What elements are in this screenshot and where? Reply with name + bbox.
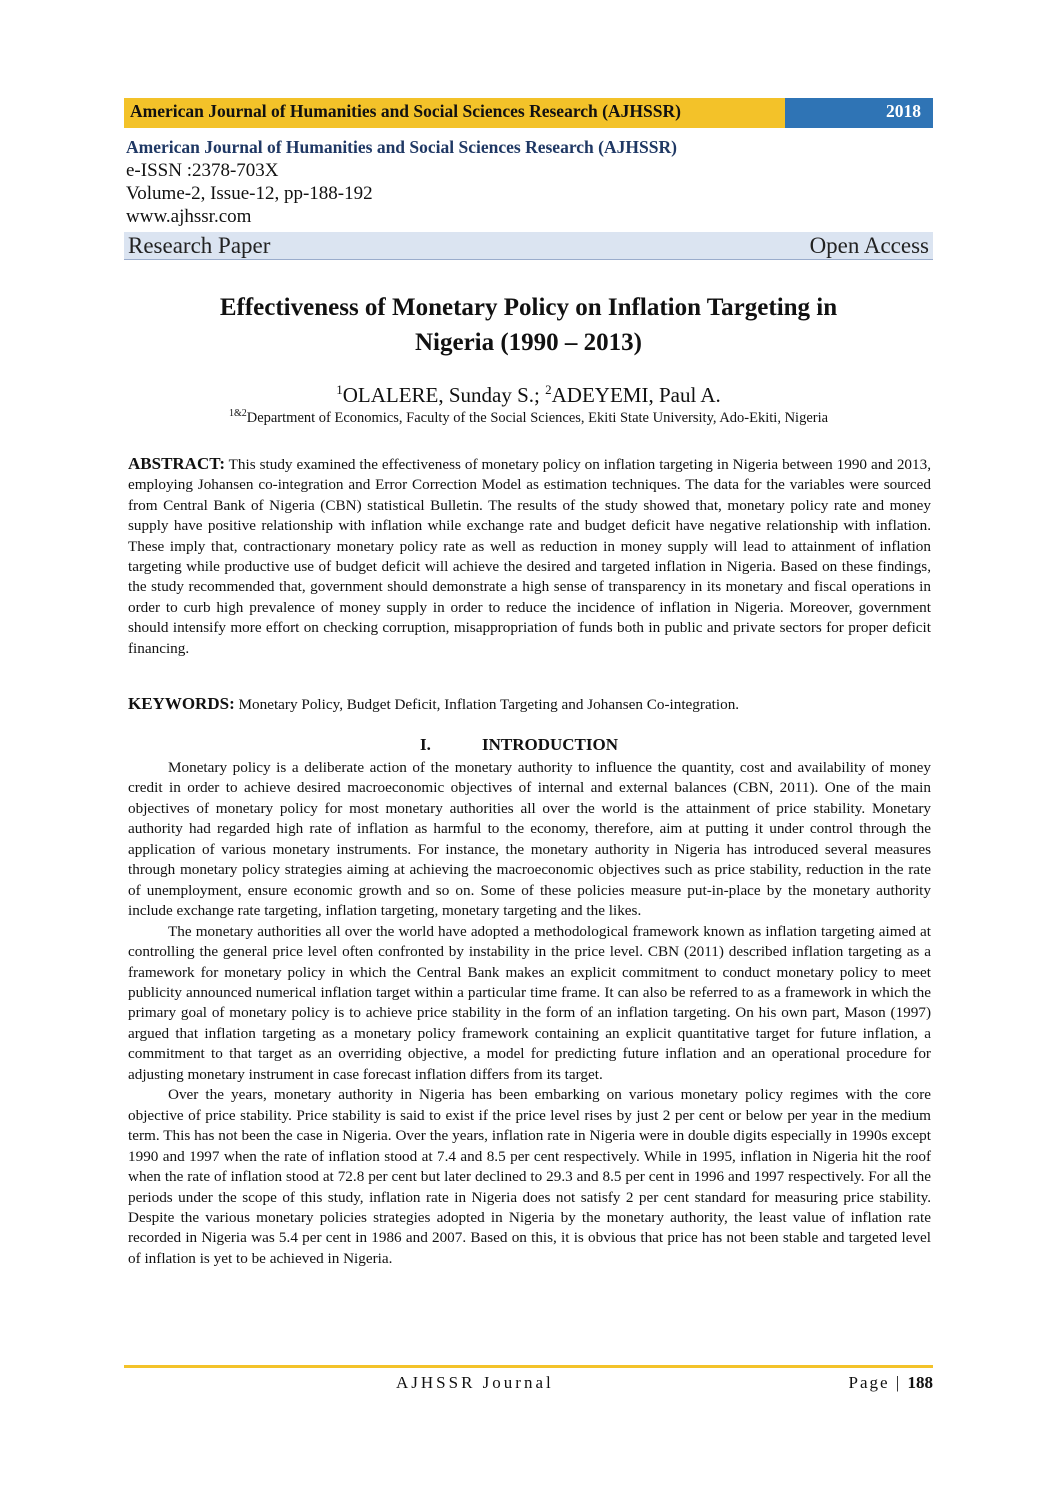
author-2: ADEYEMI, Paul A. xyxy=(551,383,721,407)
journal-band-name: American Journal of Humanities and Social Sciences Research (AJHSSR) xyxy=(124,98,785,128)
open-access-label: Open Access xyxy=(809,232,929,258)
affiliation xyxy=(124,404,933,428)
section-number: I. xyxy=(420,735,431,754)
section-title: INTRODUCTION xyxy=(482,735,619,754)
paper-type-bar xyxy=(124,232,933,260)
author1-marker: 1 xyxy=(336,382,343,397)
journal-meta xyxy=(126,136,933,228)
affiliation-marker: 1&2 xyxy=(228,408,247,419)
body-paragraph: Monetary policy is a deliberate action of the monetary authority to influence the quantity, cost and availability of money credit in order to achieve desired macroeconomic objectives of internal and external balances (CBN, 2011). One of the main objectives of monetary policy for most monetary authorities all over the world is the attainment of price stability. Monetary authority had regarded high rate of inflation as harmful to the economy, therefore, aim at putting it under control through the application of various monetary instruments. For instance, the monetary authority in Nigeria has introduced several measures through monetary policy strategies aiming at achieving the macroeconomic objectives such as price stability, reduction in the rate of unemployment, ensure economic growth and so on. Some of these policies measure put-in-place by the monetary authority include exchange rate targeting, inflation targeting, monetary targeting and the likes. xyxy=(128,759,931,920)
keywords-text: Monetary Policy, Budget Deficit, Inflation Targeting and Johansen Co-integration. xyxy=(234,696,740,713)
body-paragraph: Over the years, monetary authority in Nigeria has been embarking on various monetary policy regimes with the core objective of price stability. Price stability is said to exist if the price level rises by just 2 per cent or below per year in the medium term. This has not been the case in Nigeria. Over the years, inflation rate in Nigeria were in double digits especially in 1990s except 1990 and 1997 when the rate of inflation stood at 7.4 and 8.5 per cent respectively. While in 1995, inflation in Nigeria hit the roof when the rate of inflation stood at 72.8 per cent but later declined to 29.3 and 8.5 per cent in 1996 and 1997 respectively. For all the periods under the scope of this study, inflation rate in Nigeria does not satisfy 2 per cent standard for measuring price stability. Despite the various monetary policies strategies adopted in Nigeria by the monetary authority, the least value of inflation rate recorded in Nigeria was 5.4 per cent in 1986 and 2007. Based on this, it is obvious that price has not been stable and targeted level of inflation is yet to be achieved in Nigeria. xyxy=(128,1086,931,1267)
keywords-label: KEYWORDS: xyxy=(128,694,235,713)
introduction-body xyxy=(128,758,931,1269)
journal-title: American Journal of Humanities and Social Sciences Research (AJHSSR) xyxy=(126,137,677,157)
body-paragraph: The monetary authorities all over the world have adopted a methodological framework known as inflation targeting aimed at controlling the general price level often confronted by instability in the price level. CBN (2011) described inflation targeting as a framework for monetary policy in which the Central Bank makes an explicit commitment to conduct monetary policy to meet publicity announced numerical inflation target within a particular time frame. It can also be referred to as a framework in which the primary goal of monetary policy is to achieve price stability in the form of an inflation targeting. On his own part, Mason (1997) argued that inflation targeting as a monetary policy framework containing an explicit quantitative target for future inflation, a commitment to that target as an overriding objective, a model for predicting future inflation and an operational procedure for adjusting monetary instrument in case forecast inflation differs from its target. xyxy=(128,922,931,1083)
abstract xyxy=(128,454,931,659)
issn: e-ISSN :2378-703X xyxy=(126,160,279,181)
footer-journal: AJHSSR Journal xyxy=(396,1373,554,1392)
keywords xyxy=(128,694,931,715)
affiliation-text: Department of Economics, Faculty of the Social Sciences, Ekiti State University, Ado-Ekiti, Nigeria xyxy=(246,409,829,426)
footer-divider xyxy=(124,1365,933,1368)
page-number: 188 xyxy=(907,1373,933,1392)
journal-year: 2018 xyxy=(785,98,933,128)
footer-page xyxy=(849,1373,933,1393)
footer-page-label: Page | xyxy=(848,1373,908,1392)
paper-title-line-1: Effectiveness of Monetary Policy on Inflation Targeting in xyxy=(219,294,838,321)
volume-issue: Volume-2, Issue-12, pp-188-192 xyxy=(126,183,373,204)
paper-type-label: Research Paper xyxy=(128,232,271,258)
page-footer xyxy=(124,1373,933,1393)
paper-title-line-2: Nigeria (1990 – 2013) xyxy=(414,329,643,356)
journal-website: www.ajhssr.com xyxy=(126,206,252,227)
author2-marker: 2 xyxy=(545,382,552,397)
author-1: OLALERE, Sunday S.; xyxy=(342,383,546,407)
abstract-label: ABSTRACT: xyxy=(128,454,225,473)
section-heading-introduction xyxy=(420,735,720,755)
journal-header-band xyxy=(124,98,933,128)
abstract-text: This study examined the effectiveness of monetary policy on inflation targeting in Nigeria between 1990 and 2013, employing Johansen co-integration and Error Correction Model as estimation techniques. The data for the variables were sourced from Central Bank of Nigeria (CBN) statistical Bulletin. The results of the study showed that, monetary policy rate and money supply have positive relationship with inflation while exchange rate and budget deficit have negative relationship with inflation. These imply that, contractionary monetary policy rate as well as reduction in money supply will lead to attainment of inflation targeting while productive use of budget deficit will achieve the desired and targeted inflation in Nigeria. Based on these findings, the study recommended that, government should demonstrate a high sense of transparency in its monetary and fiscal operations in order to curb high prevalence of money supply in order to reduce the incidence of inflation in Nigeria. Moreover, government should intensify more effort on checking corruption, misappropriation of funds both in public and private sectors for proper deficit financing. xyxy=(128,456,931,657)
paper-title xyxy=(124,290,933,360)
